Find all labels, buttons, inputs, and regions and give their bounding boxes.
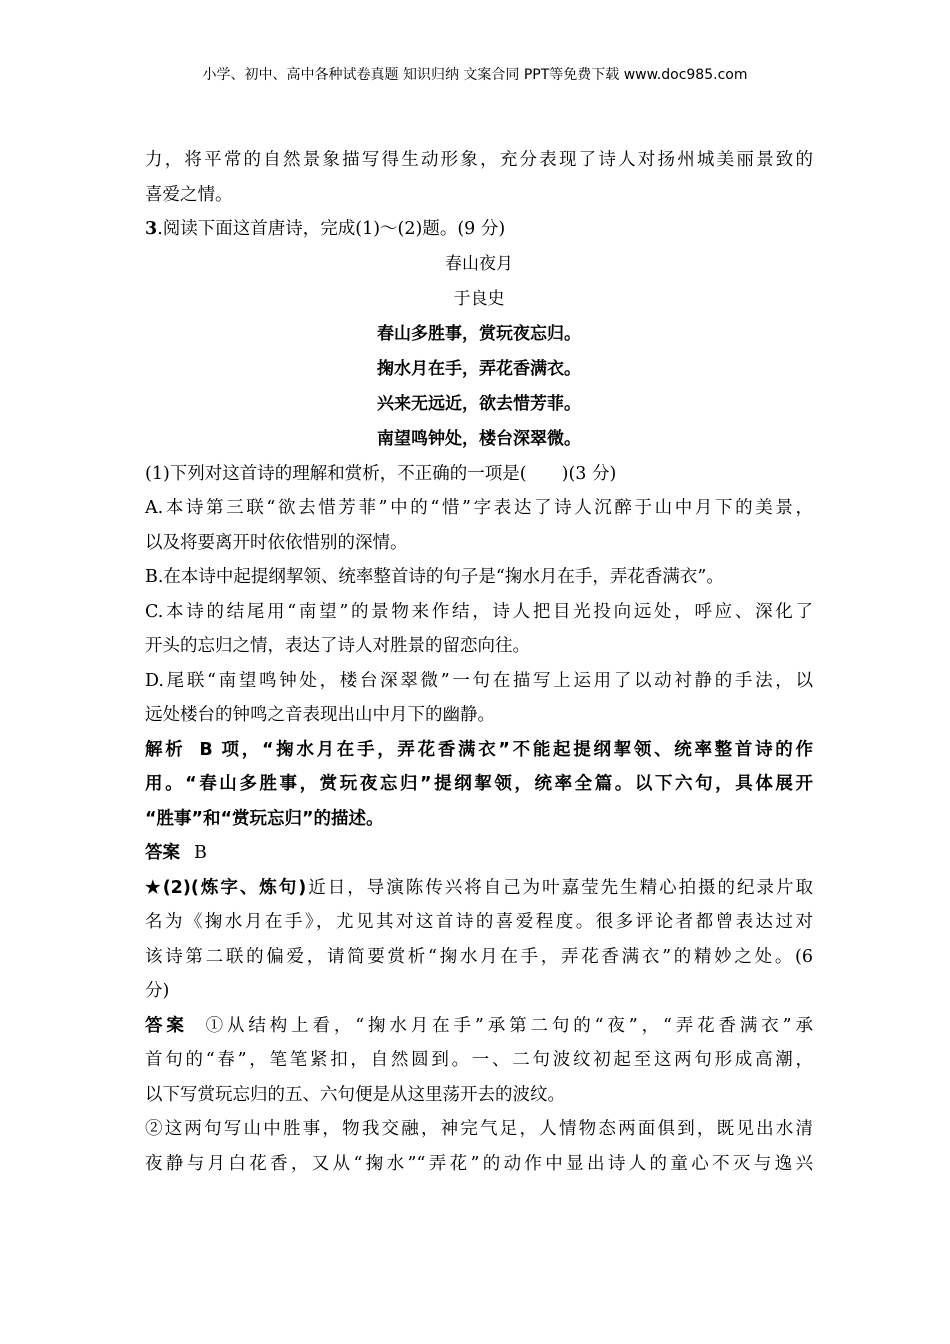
- option-c-line-1: C.本诗的结尾用“南望”的景物来作结，诗人把目光投向远处，呼应、深化了: [145, 601, 813, 622]
- poem-title: 春山夜月: [445, 253, 513, 274]
- prev-answer-line-1: 力，将平常的自然景象描写得生动形象，充分表现了诗人对扬州城美丽景致的: [145, 150, 813, 170]
- document-body: [145, 143, 813, 1181]
- poem-line-1: 春山多胜事，赏玩夜忘归。: [377, 323, 581, 344]
- option-d-line-2: 远处楼台的钟鸣之音表现出山中月下的幽静。: [145, 705, 495, 725]
- answer-2-line-1: [145, 1009, 813, 1044]
- page-header: 小学、初中、高中各种试卷真题 知识归纳 文案合同 PPT等免费下载 www.doc985.com: [202, 67, 748, 83]
- answer-2-line-4: ②这两句写山中胜事，物我交融，神完气足，人情物态两面俱到，既见出水清: [145, 1119, 813, 1139]
- analysis-line-1: [145, 733, 813, 768]
- option-d-line-1: D.尾联“南望鸣钟处，楼台深翠微”一句在描写上运用了以动衬静的手法，以: [145, 670, 813, 691]
- sub-question-1-stem: (1)下列对这首诗的理解和赏析，不正确的一项是( )(3 分): [145, 463, 617, 484]
- question-3-number: 3: [145, 219, 158, 239]
- option-a-line-2: 以及将要离开时依依惜别的深情。: [145, 532, 408, 553]
- option-a-line-1: A.本诗第三联“欲去惜芳菲”中的“惜”字表达了诗人沉醉于山中月下的美景，: [145, 498, 813, 518]
- sub-question-2-line-1: [145, 871, 813, 906]
- analysis-label: 解析: [145, 739, 186, 760]
- answer-2-line-2: 首句的“春”，笔笔紧扣，自然圆到。一、二句波纹初起至这两句形成高潮，: [145, 1050, 813, 1070]
- sub-question-2-tag: (2)(炼字、炼句): [162, 877, 307, 898]
- poem-author: 于良史: [453, 288, 505, 309]
- answer-1-line: [145, 836, 813, 871]
- answer-2-text-1: ①从结构上看，“掬水月在手”承第二句的“夜”，“弄花香满衣”承: [201, 1015, 813, 1036]
- analysis-line-3: “胜事”和“赏玩忘归”的描述。: [145, 808, 384, 829]
- answer-1-value: B: [194, 843, 207, 863]
- poem-line-4: 南望鸣钟处，楼台深翠微。: [377, 428, 581, 449]
- answer-1-label: 答案: [145, 843, 180, 863]
- analysis-text-1: B 项，“掬水月在手，弄花香满衣”不能起提纲挈领、统率整首诗的作: [199, 739, 814, 760]
- question-3-prompt: [145, 212, 813, 247]
- answer-2-label: 答案: [145, 1015, 188, 1036]
- sub-question-2-line-3: 该诗第二联的偏爱，请简要赏析“掬水月在手，弄花香满衣”的精妙之处。(6: [145, 946, 813, 967]
- option-b: B.在本诗中起提纲挈领、统率整首诗的句子是“掬水月在手，弄花香满衣”。: [145, 567, 724, 587]
- option-c-line-2: 开头的忘归之情，表达了诗人对胜景的留恋向往。: [145, 636, 530, 656]
- sub-question-2-text-1: 近日，导演陈传兴将自己为叶嘉莹先生精心拍摄的纪录片取: [306, 877, 813, 898]
- poem-line-3: 兴来无远近，欲去惜芳菲。: [377, 393, 581, 414]
- sub-question-2-line-2: 名为《掬水月在手》，尤见其对这首诗的喜爱程度。很多评论者都曾表达过对: [145, 912, 813, 932]
- question-3-text: .阅读下面这首唐诗，完成(1)～(2)题。(9 分): [157, 219, 506, 239]
- sub-question-2-line-4: 分): [145, 981, 170, 1001]
- prev-answer-line-2: 喜爱之情。: [145, 184, 233, 205]
- answer-2-line-5: 夜静与月白花香，又从“掬水”“弄花”的动作中显出诗人的童心不灭与逸兴: [145, 1153, 813, 1174]
- poem-line-2: 掬水月在手，弄花香满衣。: [377, 358, 581, 379]
- analysis-line-2: 用。“春山多胜事，赏玩夜忘归”提纲挈领，统率全篇。以下六句，具体展开: [145, 774, 813, 794]
- star-icon: ★: [145, 877, 163, 898]
- answer-2-line-3: 以下写赏玩忘归的五、六句便是从这里荡开去的波纹。: [145, 1084, 565, 1105]
